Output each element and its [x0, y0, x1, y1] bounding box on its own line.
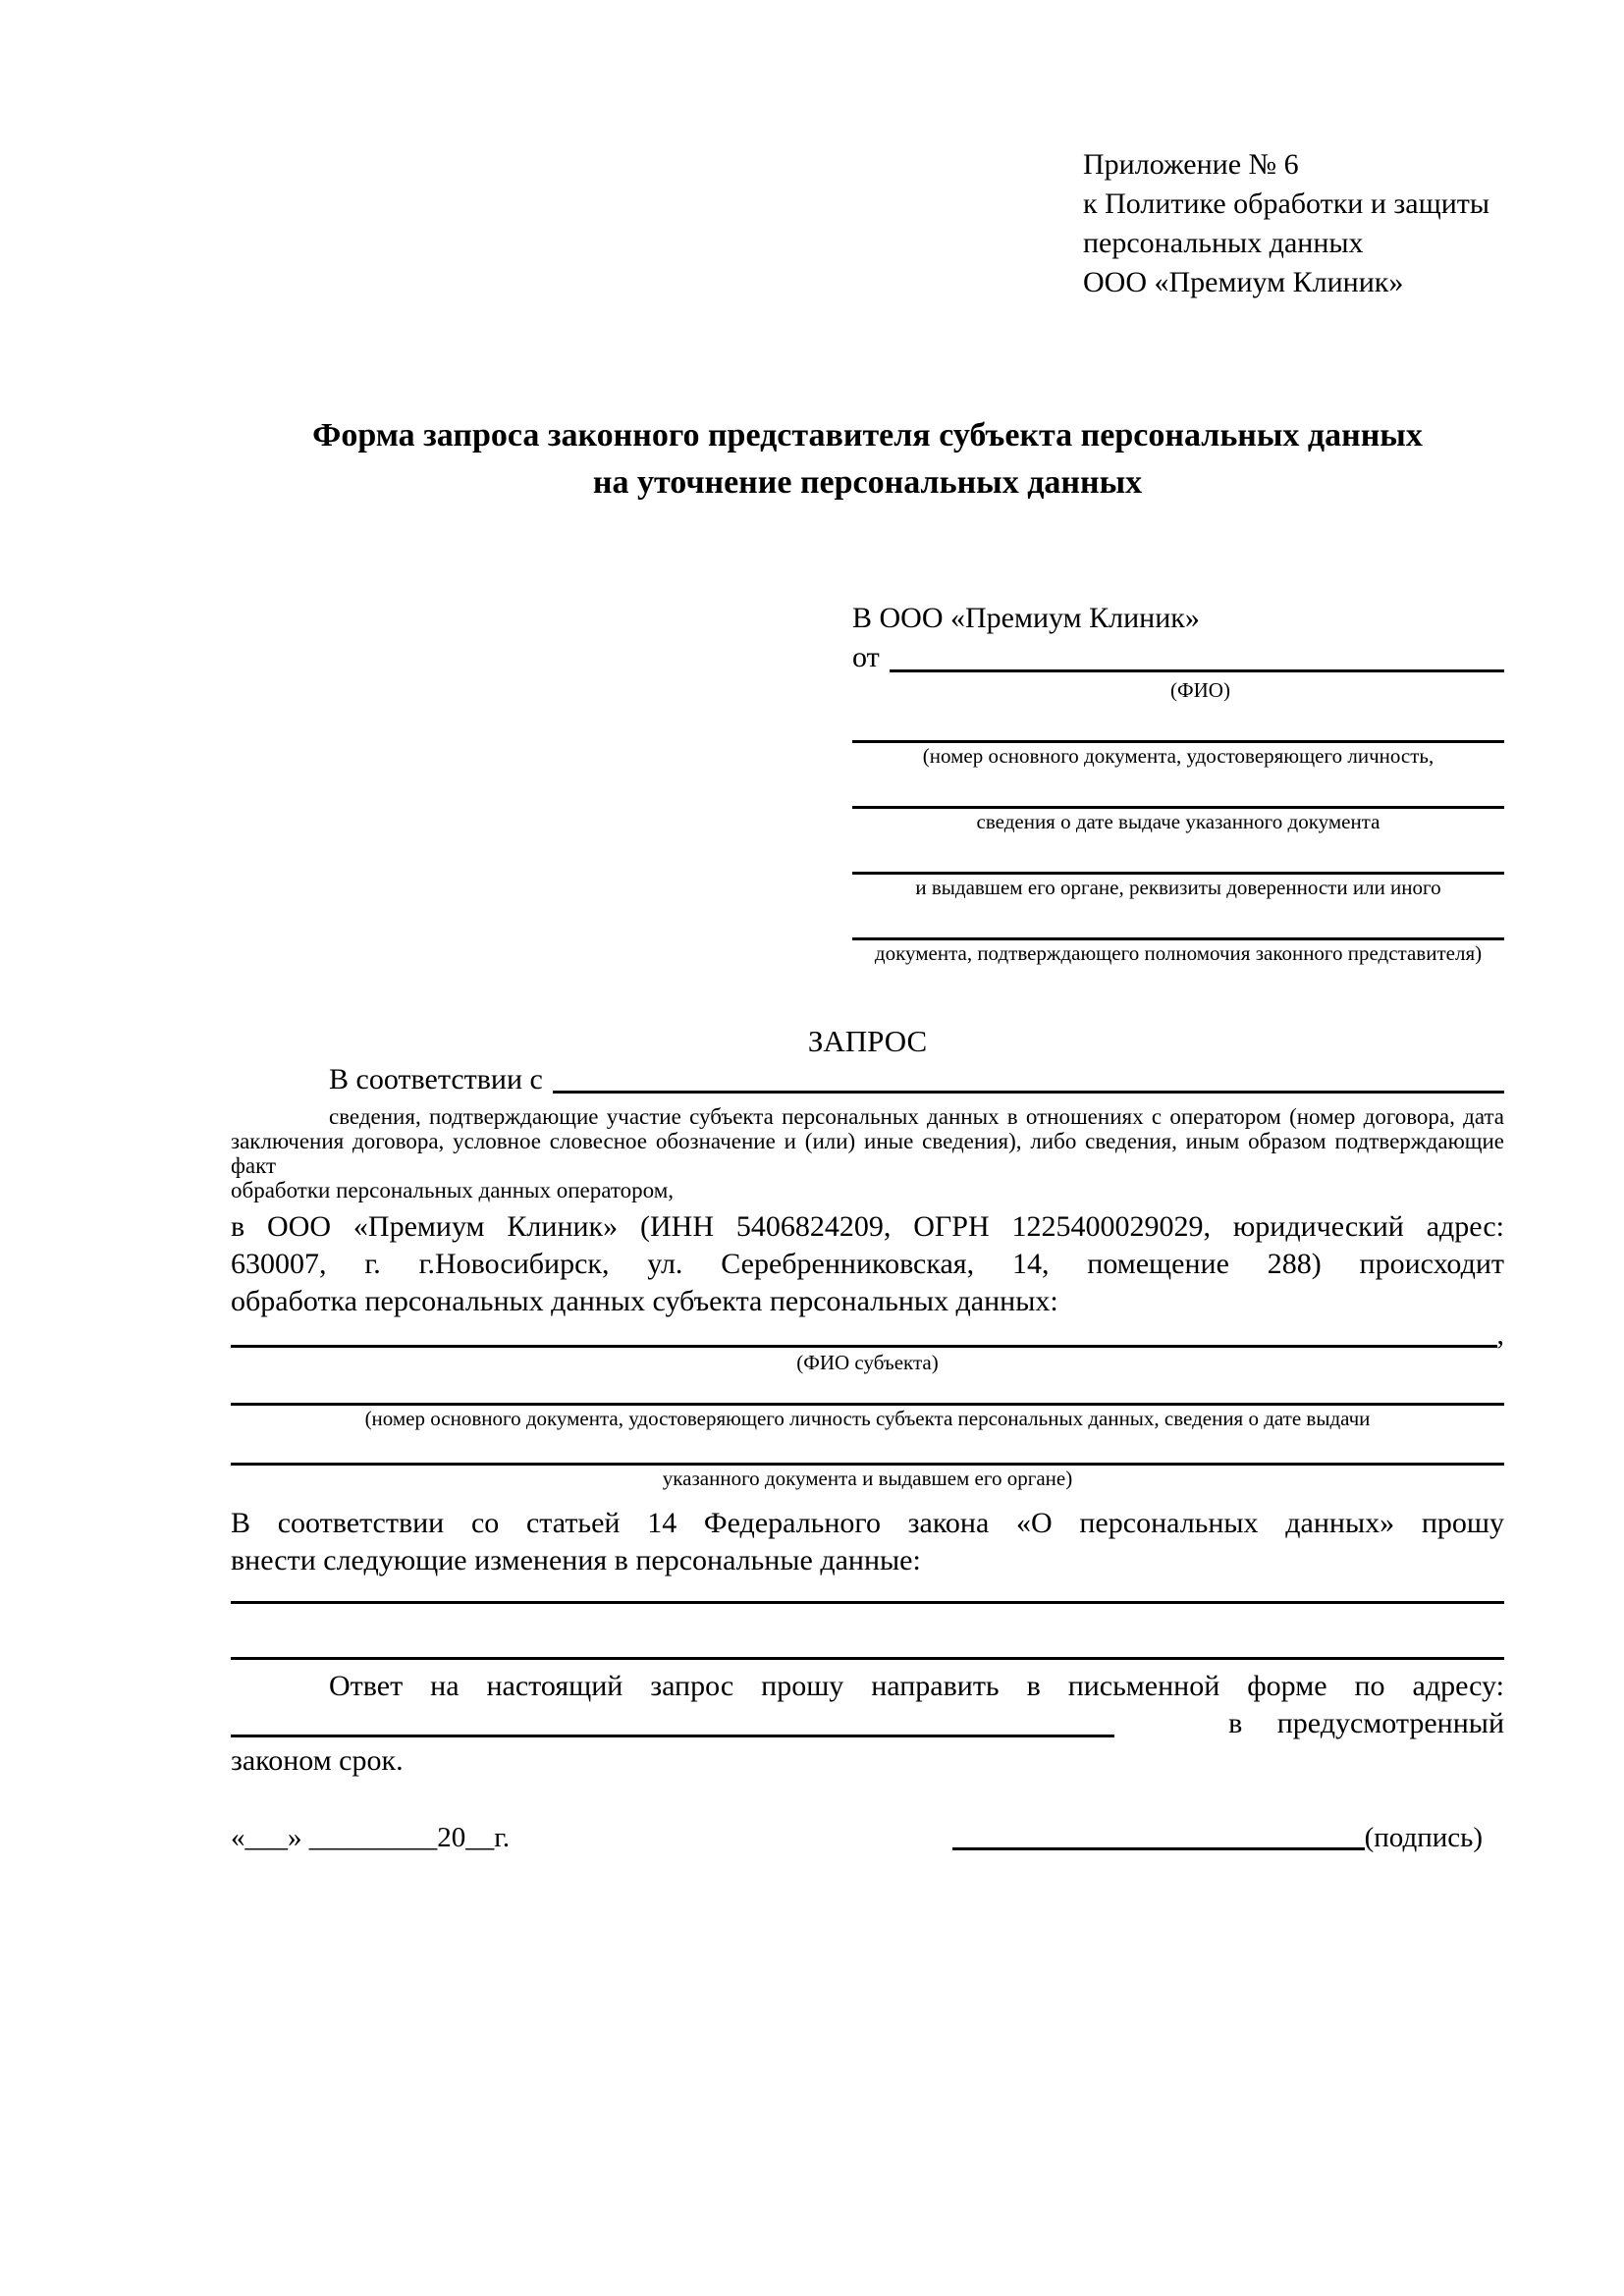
from-row	[852, 638, 1504, 677]
operator-paragraph-line: обработка персональных данных субъекта персональных данных:	[231, 1285, 1058, 1317]
appendix-header	[1083, 145, 1504, 302]
appendix-header-line: ООО «Премиум Клиник»	[1083, 266, 1404, 298]
opening-note-line: заключения договора, условное словесное обозначение и (или) иные сведения), либо сведения, иным образом подтверждающие факт	[231, 1129, 1504, 1178]
opening-row	[231, 1061, 1504, 1098]
request-heading: ЗАПРОС	[807, 1024, 928, 1058]
law-paragraph	[231, 1505, 1504, 1579]
date-blank: «___» _________20__г.	[231, 1822, 511, 1853]
appendix-header-line: к Политике обработки и защиты	[1083, 187, 1490, 220]
reply-address-blank-line	[231, 1705, 1114, 1737]
reply-address-row	[231, 1705, 1504, 1742]
operator-paragraph-line: 630007, г. г.Новосибирск, ул. Серебренниковская, 14, помещение 288) происходит	[231, 1248, 1504, 1280]
opening-lead: В соответствии с	[329, 1063, 543, 1095]
form-title	[231, 412, 1504, 507]
operator-paragraph-line: в ООО «Премиум Клиник» (ИНН 5406824209, ОГРН 1225400029029, юридический адрес:	[231, 1210, 1504, 1243]
operator-paragraph	[231, 1208, 1504, 1320]
signature-footer	[231, 1819, 1504, 1856]
subject-fio-blank-line	[231, 1320, 1497, 1348]
blank-group	[852, 937, 1504, 966]
changes-blank-line	[231, 1601, 1504, 1604]
opening-note-line: сведения, подтверждающие участие субъекта персональных данных в отношениях с оператором (номер договора, дата	[329, 1104, 1504, 1129]
addressee-to: В ООО «Премиум Клиник»	[852, 602, 1200, 634]
signature-blank-line	[952, 1847, 1365, 1850]
appendix-header-line: Приложение № 6	[1083, 148, 1299, 181]
signature-group	[952, 1819, 1483, 1856]
blank-caption: документа, подтверждающего полномочия законного представителя)	[874, 941, 1483, 965]
subject-doc-caption: (номер основного документа, удостоверяющего личность субъекта персональных данных, сведения о дате выдачи	[364, 1407, 1371, 1430]
signature-caption: (подпись)	[1364, 1822, 1483, 1853]
subject-doc-caption: указанного документа и выдавшем его органе)	[662, 1467, 1073, 1490]
reply-tail: в предусмотренный	[1228, 1707, 1504, 1739]
opening-note-line: обработки персональных данных оператором,	[231, 1178, 674, 1202]
from-label: от	[852, 641, 880, 673]
subject-fio-row	[231, 1320, 1504, 1350]
blank-caption: сведения о дате выдаче указанного документа	[976, 810, 1380, 833]
changes-blank-line	[231, 1657, 1504, 1660]
blank-group	[852, 872, 1504, 900]
appendix-header-line: персональных данных	[1083, 227, 1364, 259]
reply-paragraph-line: Ответ на настоящий запрос прошу направить в письменной форме по адресу:	[329, 1670, 1504, 1702]
reply-tail-2: законом срок.	[231, 1744, 404, 1777]
law-paragraph-line: внести следующие изменения в персональные данные:	[231, 1544, 921, 1576]
blank-group	[852, 740, 1504, 769]
form-title-line-1: Форма запроса законного представителя субъекта персональных данных	[312, 417, 1423, 454]
opening-note	[231, 1104, 1504, 1202]
blank-caption: (номер основного документа, удостоверяющего личность,	[922, 744, 1435, 768]
addressee-block	[852, 599, 1504, 966]
form-title-line-2: на уточнение персональных данных	[592, 464, 1143, 501]
blank-group	[852, 806, 1504, 834]
from-blank-line	[890, 638, 1504, 672]
blank-caption: и выдавшем его органе, реквизиты доверенности или иного	[915, 876, 1441, 899]
law-paragraph-line: В соответствии со статьей 14 Федерального закона «О персональных данных» прошу	[231, 1507, 1504, 1539]
fio-caption: (ФИО)	[1170, 678, 1230, 702]
subject-fio-caption: (ФИО субъекта)	[796, 1351, 939, 1374]
subject-comma: ,	[1496, 1318, 1504, 1351]
opening-blank-line	[553, 1061, 1504, 1094]
